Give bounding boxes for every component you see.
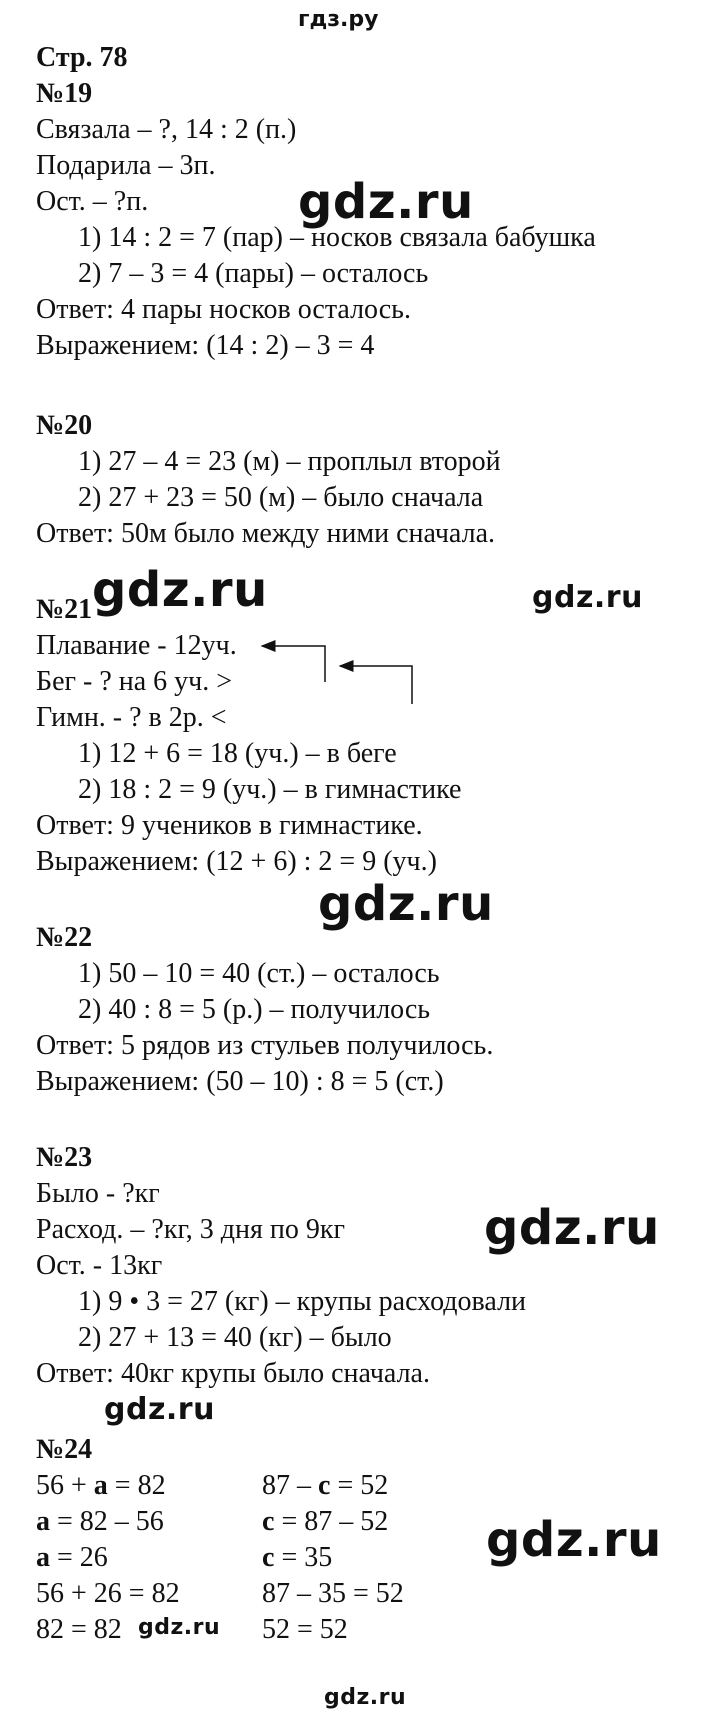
eq-left-check: 56 + 26 = 82	[36, 1578, 180, 1609]
task-20-line: 2) 27 + 23 = 50 (м) – было сначала	[78, 482, 484, 513]
task-21-line: Выражением: (12 + 6) : 2 = 9 (уч.)	[36, 846, 437, 877]
task-23-number: №23	[36, 1142, 93, 1173]
task-21-line: Бег - ? на 6 уч. >	[36, 666, 233, 697]
task-19-line: Выражением: (14 : 2) – 3 = 4	[36, 330, 375, 361]
task-21-line: 2) 18 : 2 = 9 (уч.) – в гимнастике	[78, 774, 462, 805]
header-site: гдз.ру	[298, 7, 379, 32]
task-20-line: 1) 27 – 4 = 23 (м) – проплыл второй	[78, 446, 501, 477]
task-20-line: Ответ: 50м было между ними сначала.	[36, 518, 495, 549]
eq-right-3: c = 35	[262, 1542, 333, 1573]
task-20-number: №20	[36, 410, 93, 441]
task-23-line: Было - ?кг	[36, 1178, 160, 1209]
arrow-gym-to-run	[340, 666, 412, 704]
task-23-line: 2) 27 + 13 = 40 (кг) – было	[78, 1322, 392, 1353]
watermark: gdz.ru	[92, 562, 268, 618]
eq-right-1: 87 – c = 52	[262, 1470, 389, 1501]
footer-site: gdz.ru	[324, 1685, 407, 1710]
task-24-number: №24	[36, 1434, 93, 1465]
task-19-line: 2) 7 – 3 = 4 (пары) – осталось	[78, 258, 429, 289]
task-19-line: Ост. – ?п.	[36, 186, 149, 217]
watermark: gdz.ru	[104, 1392, 215, 1427]
task-19-number: №19	[36, 78, 93, 109]
task-22-line: 2) 40 : 8 = 5 (р.) – получилось	[78, 994, 431, 1025]
task-22-number: №22	[36, 922, 93, 953]
eq-right-result: 52 = 52	[262, 1614, 348, 1645]
eq-left-1: 56 + a = 82	[36, 1470, 166, 1501]
page-label: Стр. 78	[36, 42, 128, 73]
task-21-line: Ответ: 9 учеников в гимнастике.	[36, 810, 423, 841]
watermark: gdz.ru	[138, 1615, 221, 1640]
arrow-run-to-swim	[262, 646, 325, 682]
task-19-line: Связала – ?, 14 : 2 (п.)	[36, 114, 297, 145]
task-19-line: Подарила – 3п.	[36, 150, 216, 181]
task-23-line: Расход. – ?кг, 3 дня по 9кг	[36, 1214, 345, 1245]
eq-left-result: 82 = 82	[36, 1614, 122, 1645]
task-22-line: Ответ: 5 рядов из стульев получилось.	[36, 1030, 494, 1061]
task-22-line: Выражением: (50 – 10) : 8 = 5 (ст.)	[36, 1066, 444, 1097]
eq-right-check: 87 – 35 = 52	[262, 1578, 404, 1609]
watermark: gdz.ru	[318, 876, 494, 932]
task-22-line: 1) 50 – 10 = 40 (ст.) – осталось	[78, 958, 440, 989]
task-23-line: Ответ: 40кг крупы было сначала.	[36, 1358, 430, 1389]
eq-right-2: c = 87 – 52	[262, 1506, 389, 1537]
task-21-line: 1) 12 + 6 = 18 (уч.) – в беге	[78, 738, 397, 769]
watermark: gdz.ru	[298, 174, 474, 230]
task-19-line: 1) 14 : 2 = 7 (пар) – носков связала бабушка	[78, 222, 596, 253]
watermark: gdz.ru	[532, 580, 643, 615]
watermark: gdz.ru	[484, 1200, 660, 1256]
task-21-line: Гимн. - ? в 2р. <	[36, 702, 227, 733]
task-21-number: №21	[36, 594, 93, 625]
task-21-line: Плавание - 12уч.	[36, 630, 237, 661]
eq-left-2: a = 82 – 56	[36, 1506, 164, 1537]
task-19-line: Ответ: 4 пары носков осталось.	[36, 294, 411, 325]
watermark: gdz.ru	[486, 1512, 662, 1568]
eq-left-3: a = 26	[36, 1542, 108, 1573]
task-23-line: Ост. - 13кг	[36, 1250, 163, 1281]
task-23-line: 1) 9 • 3 = 27 (кг) – крупы расходовали	[78, 1286, 527, 1317]
